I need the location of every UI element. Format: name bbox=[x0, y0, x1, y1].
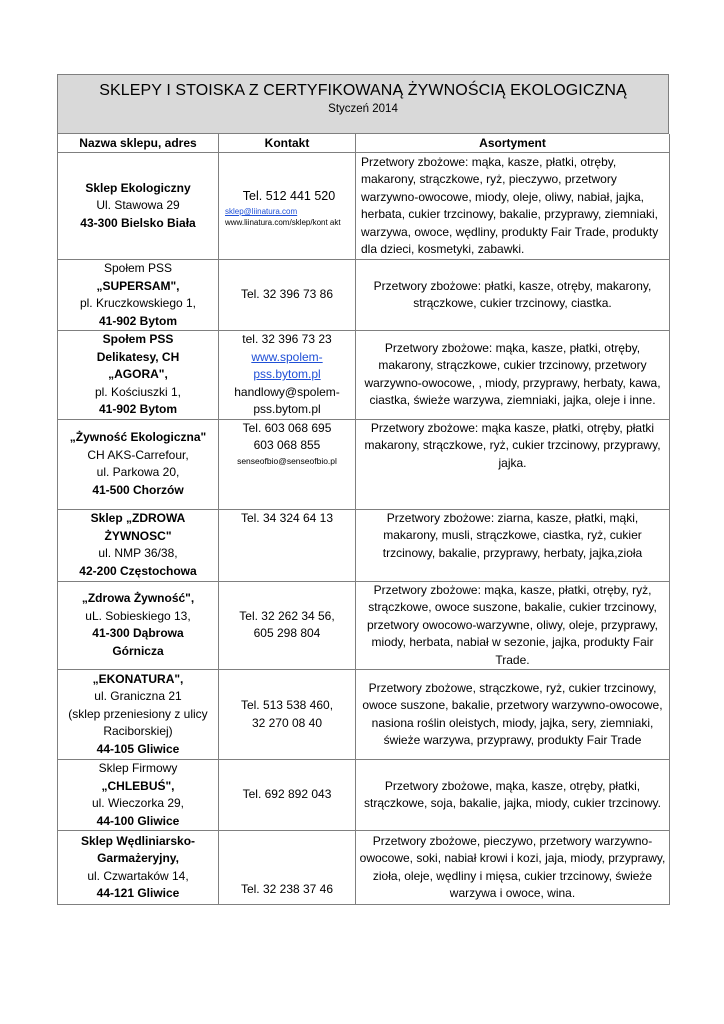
contact-cell bbox=[219, 670, 356, 760]
shop-street: Ul. Stawowa 29 bbox=[96, 198, 180, 213]
shop-name-line1: Sklep Firmowy bbox=[98, 761, 178, 775]
shops-table bbox=[57, 134, 670, 905]
shop-cell bbox=[58, 153, 219, 260]
shop-phone: Tel. 32 238 37 46 bbox=[240, 881, 334, 896]
shop-cell bbox=[58, 260, 219, 331]
shop-city: 43-300 Bielsko Biała bbox=[80, 215, 196, 230]
shop-website: www.liinatura.com/sklep/kont akt bbox=[225, 217, 341, 227]
shop-phone-2: 605 298 804 bbox=[253, 626, 321, 641]
table-header-row bbox=[58, 134, 670, 153]
contact-cell bbox=[219, 331, 356, 420]
shop-phone: Tel. 692 892 043 bbox=[242, 787, 332, 802]
shop-phone: Tel. 32 396 73 86 bbox=[240, 287, 334, 302]
shop-name-bold: „Żywność Ekologiczna" bbox=[69, 430, 207, 444]
shop-phone: Tel. 603 068 695 bbox=[242, 420, 332, 435]
shop-name: Sklep Ekologiczny bbox=[85, 180, 191, 195]
column-header-name: Nazwa sklepu, adres bbox=[58, 134, 219, 153]
table-row bbox=[58, 670, 670, 760]
shop-phone: Tel. 513 538 460, bbox=[240, 698, 334, 712]
shop-street: pl. Kościuszki 1, bbox=[94, 384, 182, 399]
shop-city: 41-902 Bytom bbox=[98, 402, 178, 416]
assortment-cell: Przetwory zbożowe: płatki, kasze, otręby, makarony, strączkowe, cukier trzcinowy, ciastka. bbox=[356, 260, 670, 331]
document-date: Styczeń 2014 bbox=[328, 103, 398, 115]
shop-city: 44-121 Gliwice bbox=[96, 886, 180, 900]
shop-name-line3: „AGORA", bbox=[108, 367, 168, 381]
assortment-cell: Przetwory zbożowe, pieczywo, przetwory warzywno-owocowe, soki, nabiał krowi i kozi, jaja, miody, przyprawy, zioła, oleje, wędliny i mięsa, cukier trzcinowy, świeże warzywa i owoce, wina. bbox=[356, 831, 670, 905]
document-page bbox=[57, 74, 669, 905]
shop-email: senseofbio@senseofbio.pl bbox=[237, 455, 337, 466]
contact-cell bbox=[219, 509, 356, 581]
shop-city: 44-105 Gliwice bbox=[96, 741, 180, 756]
assortment-cell: Przetwory zbożowe: mąka, kasze, płatki, otręby, makarony, strączkowe, cukier trzcinowy, przetwory warzywno-owocowe, , miody, przyprawy, herbaty, kawa, ciastka, świeże warzywa, ziemniaki, jajka, oleje i inne. bbox=[356, 331, 670, 420]
shop-name: Sklep Wędliniarsko-Garmażeryjny, bbox=[80, 833, 196, 865]
shop-cell bbox=[58, 670, 219, 760]
shop-name-line2: „CHLEBUŚ", bbox=[101, 778, 175, 793]
shop-name-line2: ŻYWNOSC" bbox=[104, 528, 172, 543]
shop-name-line2: „SUPERSAM", bbox=[96, 278, 180, 293]
shop-cell bbox=[58, 331, 219, 420]
table-row bbox=[58, 260, 670, 331]
assortment-cell: Przetwory zbożowe: mąka, kasze, płatki, otręby, makarony, strączkowe, ryż, pieczywo, przetwory warzywno-owocowe, miody, oleje, oliwy, nabiał, jajka, herbata, cukier trzcinowy, bakalie, przyprawy, ziemniaki, warzywa, owoce, wędliny, produkty Fair Trade, produkty dla dzieci, kosmetyki, zabawki. bbox=[356, 153, 670, 260]
shop-city: 41-300 Dąbrowa Górnicza bbox=[92, 626, 184, 658]
assortment-cell: Przetwory zbożowe: mąka kasze, płatki, otręby, płatki makarony, strączkowe, ryż, cukier trzcinowy, przyprawy, jajka. bbox=[356, 419, 670, 509]
shop-street: ul. Wieczorka 29, bbox=[91, 796, 185, 810]
contact-cell bbox=[219, 153, 356, 260]
shop-name: „Zdrowa Żywność", bbox=[81, 591, 195, 606]
shop-cell bbox=[58, 760, 219, 831]
shop-name: „EKONATURA", bbox=[92, 671, 184, 686]
shop-city: 41-500 Chorzów bbox=[92, 482, 184, 497]
shop-cell bbox=[58, 831, 219, 905]
assortment-cell: Przetwory zbożowe: ziarna, kasze, płatki, mąki, makarony, musli, strączkowe, ciastka, ryż, cukier trzcinowy, bakalie, przyprawy, herbaty, jajka,zioła bbox=[356, 509, 670, 581]
shop-street: uL. Sobieskiego 13, bbox=[85, 608, 191, 623]
shop-city: 44-100 Gliwice bbox=[96, 813, 180, 828]
table-row bbox=[58, 153, 670, 260]
shop-street: ul. NMP 36/38, bbox=[98, 546, 178, 560]
shop-city: 42-200 Częstochowa bbox=[79, 563, 197, 578]
assortment-cell: Przetwory zbożowe: mąka, kasze, płatki, otręby, ryż, strączkowe, owoce suszone, bakalie, cukier trzcinowy, przetwory owocowo-warzywne, oliwy, oleje, przyprawy, miody, herbata, nabiał w sezonie, jajka, produkty Fair Trade. bbox=[356, 581, 670, 670]
shop-street: ul. Czwartaków 14, bbox=[87, 868, 189, 883]
contact-cell bbox=[219, 760, 356, 831]
table-row bbox=[58, 419, 670, 509]
table-row bbox=[58, 509, 670, 581]
column-header-assortment: Asortyment bbox=[356, 134, 670, 153]
table-row bbox=[58, 831, 670, 905]
shop-phone: Tel. 34 324 64 13 bbox=[240, 510, 334, 525]
shop-email-link[interactable]: sklep@liinatura.com bbox=[225, 206, 298, 216]
table-row bbox=[58, 581, 670, 670]
shop-name-line2: Delikatesy, CH bbox=[96, 349, 180, 364]
contact-cell bbox=[219, 581, 356, 670]
contact-cell bbox=[219, 260, 356, 331]
shop-name-line1: Sklep „ZDROWA bbox=[90, 511, 186, 525]
table-row bbox=[58, 331, 670, 420]
shop-note: (sklep przeniesiony z ulicy Raciborskiej) bbox=[68, 706, 208, 739]
contact-cell bbox=[219, 419, 356, 509]
shop-phone-2: 603 068 855 bbox=[253, 438, 321, 452]
shop-name-line1: Społem PSS bbox=[103, 261, 173, 275]
shop-city: 41-902 Bytom bbox=[98, 313, 178, 328]
shop-name-rest: CH AKS-Carrefour, bbox=[87, 447, 189, 462]
assortment-cell: Przetwory zbożowe, mąka, kasze, otręby, płatki, strączkowe, soja, bakalie, jajka, miody, cukier trzcinowy. bbox=[356, 760, 670, 831]
shop-cell bbox=[58, 509, 219, 581]
shop-email: handlowy@spolem-pss.bytom.pl bbox=[234, 384, 340, 416]
shop-cell bbox=[58, 419, 219, 509]
shop-name bbox=[60, 429, 216, 464]
shop-cell bbox=[58, 581, 219, 670]
shop-phone: Tel. 512 441 520 bbox=[242, 189, 336, 204]
column-header-contact: Kontakt bbox=[219, 134, 356, 153]
contact-cell bbox=[219, 831, 356, 905]
shop-website-link[interactable]: www.spolem-pss.bytom.pl bbox=[251, 349, 323, 381]
shop-phone-2: 32 270 08 40 bbox=[251, 715, 323, 730]
shop-phone: Tel. 32 262 34 56, bbox=[239, 608, 335, 623]
shop-name-line1: Społem PSS bbox=[102, 332, 174, 346]
document-title: SKLEPY I STOISKA Z CERTYFIKOWANĄ ŻYWNOŚCIĄ EKOLOGICZNĄ bbox=[99, 82, 627, 99]
assortment-cell: Przetwory zbożowe, strączkowe, ryż, cukier trzcinowy, owoce suszone, bakalie, przetwory warzywno-owocowe, nasiona roślin oleistych, miody, jajka, sery, ziemniaki, świeże warzywa, przyprawy, produkty Fair Trade bbox=[356, 670, 670, 760]
shop-street: ul. Parkowa 20, bbox=[96, 465, 180, 479]
table-row bbox=[58, 760, 670, 831]
shop-street: ul. Graniczna 21 bbox=[94, 689, 182, 704]
shop-phone: tel. 32 396 73 23 bbox=[242, 332, 332, 346]
title-box bbox=[57, 74, 669, 134]
shop-street: pl. Kruczkowskiego 1, bbox=[79, 296, 197, 310]
